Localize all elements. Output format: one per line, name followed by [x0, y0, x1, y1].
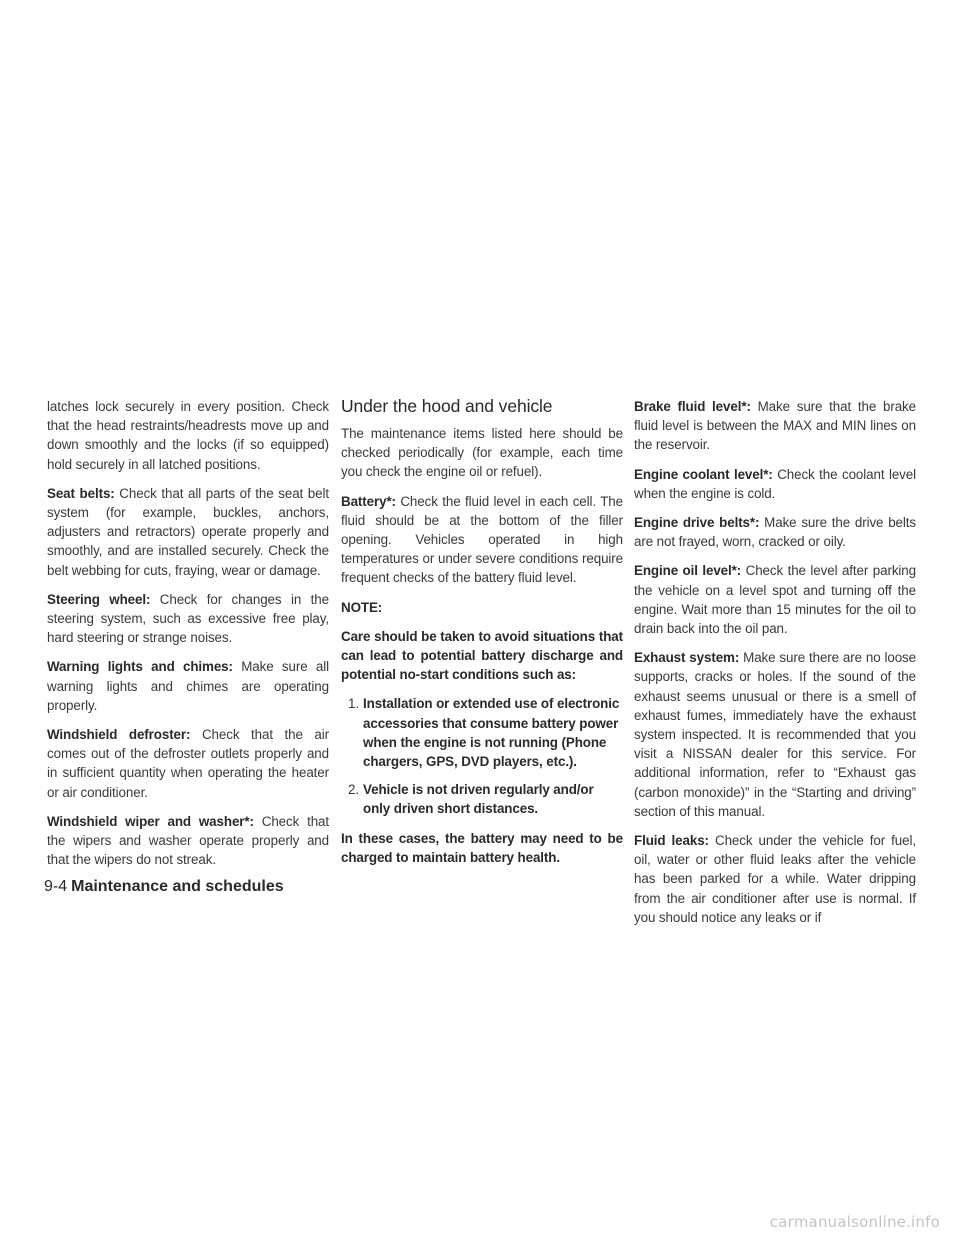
wiper-label: Windshield wiper and washer*:: [47, 813, 254, 829]
paragraph-latches: latches lock securely in every position. Check that the head restraints/headrests move up and down smoothly and the locks (if so equipped) hold securely in all latched positions.: [47, 399, 329, 472]
page-number: 9-4: [44, 878, 68, 895]
defroster-label: Windshield defroster:: [47, 727, 191, 743]
brake-fluid-label: Brake fluid level*:: [634, 399, 751, 414]
fluid-leaks-label: Fluid leaks:: [634, 833, 709, 849]
exhaust-label: Exhaust system:: [634, 650, 740, 666]
paragraph-intro: The maintenance items listed here should be checked periodically (for example, each time you check the engine oil or refuel).: [341, 426, 623, 480]
paragraph-oil-level: Engine oil level*: Check the level after parking the vehicle on a level spot and turning off the engine. Wait more than 15 minutes for the oil to drain back into the oil pan.: [634, 563, 916, 637]
battery-label: Battery*:: [341, 493, 396, 509]
paragraph-drive-belts: Engine drive belts*: Make sure the drive belts are not frayed, worn, cracked or oily.: [634, 515, 916, 550]
paragraph-coolant: Engine coolant level*: Check the coolant level when the engine is cold.: [634, 466, 916, 501]
section-heading: Under the hood and vehicle: [341, 396, 553, 416]
warning-lights-label: Warning lights and chimes:: [47, 659, 233, 675]
paragraph-fluid-leaks: Fluid leaks: Check under the vehicle for fuel, oil, water or other fluid leaks after the vehicle has been parked for a while. Water dripping from the air conditioner after use is normal. If you should notice any leaks or if: [634, 833, 916, 925]
paragraph-exhaust: Exhaust system: Make sure there are no loose supports, cracks or holes. If the sound of the exhaust seems unusual or there is a smell of exhaust fumes, immediately have the exhaust system inspected. It is recommended that you visit a NISSAN dealer for this service. For additional information, refer to “Exhaust gas (carbon monoxide)” in the “Starting and driving” section of this manual.: [634, 650, 916, 819]
coolant-label: Engine coolant level*:: [634, 466, 773, 482]
column-right: [634, 397, 916, 937]
paragraph-wiper: Windshield wiper and washer*: Check that the wipers and washer operate properly and that the wipers do not streak.: [47, 813, 330, 868]
paragraph-battery: Battery*: Check the fluid level in each cell. The fluid should be at the bottom of the filler opening. Vehicles operated in high temperatures or under severe conditions require frequent checks of the battery fluid level.: [341, 493, 623, 586]
seat-belts-label: Seat belts:: [47, 485, 115, 501]
oil-level-label: Engine oil level*:: [634, 563, 742, 579]
paragraph-brake-fluid: Brake fluid level*: Make sure that the brake fluid level is between the MAX and MIN lines on the reservoir.: [634, 399, 916, 453]
chapter-title: Maintenance and schedules: [71, 878, 284, 895]
note-list: [341, 694, 623, 818]
paragraph-defroster: Windshield defroster: Check that the air comes out of the defroster outlets properly and in sufficient quantity when operating the heater or air conditioner.: [47, 727, 329, 800]
list-item: 1. Installation or extended use of electronic accessories that consume battery power when the engine is not running (Phone chargers, GPS, DVD players, etc.).: [348, 696, 620, 770]
paragraph-seat-belts: Seat belts: Check that all parts of the seat belt system (for example, buckles, anchors, adjusters and retractors) operate properly and smoothly, and are installed securely. Check the belt webbing for cuts, fraying, wear or damage.: [47, 485, 329, 578]
note-intro: Care should be taken to avoid situations that can lead to potential battery discharge and potential no-start conditions such as:: [341, 628, 623, 683]
column-left: [47, 397, 329, 879]
list-item: 2. Vehicle is not driven regularly and/or only driven short distances.: [348, 782, 594, 817]
page-footer: [44, 877, 284, 897]
paragraph-warning-lights: Warning lights and chimes: Make sure all warning lights and chimes are operating properly.: [47, 659, 329, 713]
drive-belts-label: Engine drive belts*:: [634, 515, 760, 531]
column-middle: [341, 397, 623, 877]
steering-wheel-label: Steering wheel:: [47, 591, 151, 607]
note-label: NOTE:: [341, 599, 383, 615]
note-outro: In these cases, the battery may need to be charged to maintain battery health.: [341, 830, 623, 865]
watermark: carmanualsonline.info: [769, 1213, 940, 1231]
paragraph-steering-wheel: Steering wheel: Check for changes in the steering system, such as excessive free play, hard steering or strange noises.: [47, 591, 329, 646]
